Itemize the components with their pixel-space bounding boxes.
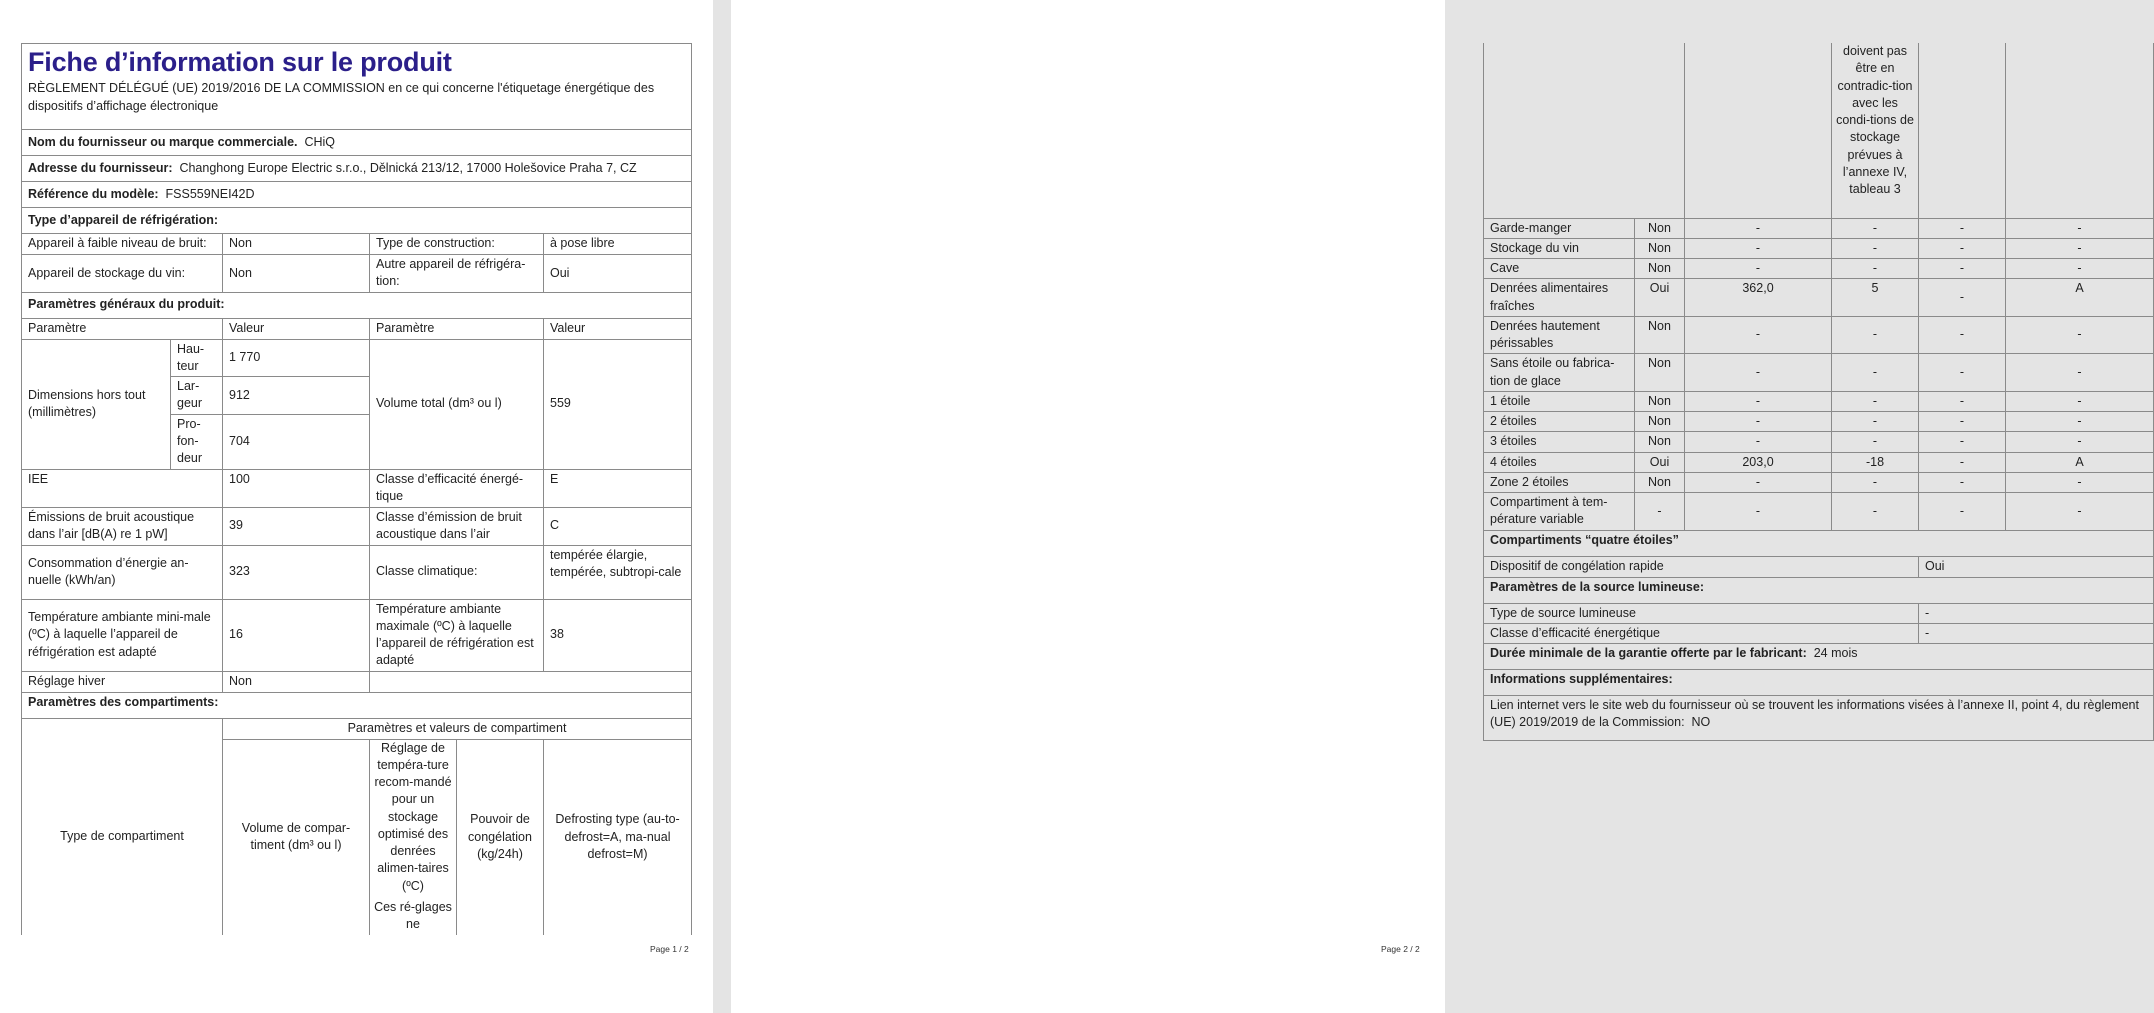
- model-label: Référence du modèle:: [28, 186, 159, 201]
- continued-empty-4: [2006, 43, 2154, 218]
- comp-temp-note: Ces ré-glages ne: [374, 899, 452, 931]
- type-header: Type d’appareil de réfrigération:: [22, 208, 692, 234]
- depth-value: 704: [223, 414, 370, 469]
- compartment-present: Non: [1635, 354, 1685, 392]
- quick-freeze-value: Oui: [1919, 556, 2154, 577]
- compartment-row: [1484, 452, 2154, 472]
- winter-value: Non: [223, 671, 370, 692]
- comp-volume-label: Volume de compar-timent (dm³ ou l): [223, 739, 370, 935]
- compartment-temp: -: [1832, 238, 1919, 258]
- noise-class-label: Classe d’émission de bruit acoustique dans l’air: [370, 507, 544, 545]
- compartment-row: [1484, 238, 2154, 258]
- eff-class-value: E: [544, 469, 692, 507]
- compartment-type: Garde-manger: [1484, 218, 1635, 238]
- compartment-volume: -: [1685, 316, 1832, 354]
- other-value: Oui: [544, 255, 692, 293]
- winter-empty: [370, 671, 692, 692]
- page-number: Page 1 / 2: [650, 944, 689, 954]
- width-value: 912: [223, 377, 370, 415]
- compartment-defrost: -: [2006, 412, 2154, 432]
- compartment-type: Compartiment à tem-pérature variable: [1484, 493, 1635, 531]
- compartment-volume: -: [1685, 493, 1832, 531]
- width-label: Lar-geur: [171, 377, 223, 415]
- noise-value: 39: [223, 507, 370, 545]
- compartment-row: [1484, 354, 2154, 392]
- compartment-defrost: -: [2006, 259, 2154, 279]
- eff-class-label: Classe d’efficacité énergé-tique: [370, 469, 544, 507]
- compartment-volume: -: [1685, 391, 1832, 411]
- compartment-rows: [1484, 218, 2154, 530]
- compartment-type: Zone 2 étoiles: [1484, 472, 1635, 492]
- other-label: Autre appareil de réfrigéra-tion:: [370, 255, 544, 293]
- compartment-present: Non: [1635, 259, 1685, 279]
- compartment-temp: -: [1832, 412, 1919, 432]
- col-value-2: Valeur: [544, 318, 692, 339]
- tmax-label: Température ambiante maximale (ºC) à laquelle l’appareil de réfrigération est adapté: [370, 599, 544, 671]
- supplier-row: [22, 130, 692, 156]
- construction-value: à pose libre: [544, 234, 692, 255]
- compartment-type: 1 étoile: [1484, 391, 1635, 411]
- compartment-present: -: [1635, 493, 1685, 531]
- compartment-freeze: -: [1919, 472, 2006, 492]
- light-type-value: -: [1919, 603, 2154, 623]
- compartment-volume: -: [1685, 259, 1832, 279]
- compartment-type: Stockage du vin: [1484, 238, 1635, 258]
- compartment-freeze: -: [1919, 238, 2006, 258]
- climate-value: tempérée élargie, tempérée, subtropi-cale: [544, 545, 692, 599]
- link-row: [1484, 696, 2154, 741]
- compartment-volume: -: [1685, 472, 1832, 492]
- compartment-row: [1484, 391, 2154, 411]
- iee-value: 100: [223, 469, 370, 507]
- compartment-temp: 5: [1832, 279, 1919, 317]
- compartment-type: 2 étoiles: [1484, 412, 1635, 432]
- continued-empty-1: [1484, 43, 1685, 218]
- consumption-value: 323: [223, 545, 370, 599]
- compartment-present: Non: [1635, 412, 1685, 432]
- compartment-present: Non: [1635, 391, 1685, 411]
- compartment-type: Denrées hautement périssables: [1484, 316, 1635, 354]
- link-text: Lien internet vers le site web du fournisseur où se trouvent les informations visées à l’annexe II, point 4, du règlement (UE) 2019/2019 de la Commission:: [1490, 698, 2139, 730]
- low-noise-value: Non: [223, 234, 370, 255]
- volume-label: Volume total (dm³ ou l): [370, 339, 544, 469]
- compartment-temp: -: [1832, 316, 1919, 354]
- comp-temp-cell: [370, 739, 457, 935]
- comp-params-header: Paramètres et valeurs de compartiment: [223, 718, 692, 739]
- compartment-temp: -: [1832, 432, 1919, 452]
- warranty-value: 24 mois: [1813, 646, 1858, 660]
- page-number-2: Page 2 / 2: [1381, 944, 1420, 954]
- wine-label: Appareil de stockage du vin:: [22, 255, 223, 293]
- compartment-volume: -: [1685, 432, 1832, 452]
- compartment-freeze: -: [1919, 493, 2006, 531]
- compartment-row: [1484, 493, 2154, 531]
- compartment-temp: -: [1832, 259, 1919, 279]
- low-noise-label: Appareil à faible niveau de bruit:: [22, 234, 223, 255]
- compartment-type: Denrées alimentaires fraîches: [1484, 279, 1635, 317]
- compartment-type: Sans étoile ou fabrica-tion de glace: [1484, 354, 1635, 392]
- compartment-temp: -: [1832, 472, 1919, 492]
- page-2: [731, 0, 2139, 1013]
- comp-type-spacer: [22, 718, 223, 739]
- compartment-type: 3 étoiles: [1484, 432, 1635, 452]
- wine-value: Non: [223, 255, 370, 293]
- comp-temp-label: Réglage de tempéra-ture recom-mandé pour un stockage optimisé des denrées alimen-taires (ºC): [374, 740, 452, 893]
- winter-label: Réglage hiver: [22, 671, 223, 692]
- compartment-type: 4 étoiles: [1484, 452, 1635, 472]
- compartment-volume: -: [1685, 238, 1832, 258]
- height-label: Hau-teur: [171, 339, 223, 377]
- compartment-freeze: -: [1919, 452, 2006, 472]
- compartments-table: [1483, 43, 2154, 741]
- supplier-value: CHiQ: [304, 134, 336, 149]
- compartment-freeze: -: [1919, 354, 2006, 392]
- compartment-type: Cave: [1484, 259, 1635, 279]
- col-param: Paramètre: [22, 318, 223, 339]
- compartment-volume: -: [1685, 354, 1832, 392]
- additional-header: Informations supplémentaires:: [1484, 670, 2154, 696]
- compartment-defrost: -: [2006, 432, 2154, 452]
- col-value: Valeur: [223, 318, 370, 339]
- compartment-temp: -18: [1832, 452, 1919, 472]
- compartment-temp: -: [1832, 218, 1919, 238]
- compartment-freeze: -: [1919, 259, 2006, 279]
- iee-label: IEE: [22, 469, 223, 507]
- compartment-defrost: -: [2006, 354, 2154, 392]
- page-1: [0, 0, 713, 1013]
- compartment-freeze: -: [1919, 432, 2006, 452]
- climate-label: Classe climatique:: [370, 545, 544, 599]
- construction-label: Type de construction:: [370, 234, 544, 255]
- compartment-row: [1484, 412, 2154, 432]
- compartment-present: Non: [1635, 218, 1685, 238]
- tmin-value: 16: [223, 599, 370, 671]
- compartment-freeze: -: [1919, 391, 2006, 411]
- light-type-label: Type de source lumineuse: [1484, 603, 1919, 623]
- compartment-row: [1484, 259, 2154, 279]
- compartment-row: [1484, 432, 2154, 452]
- compartment-defrost: A: [2006, 452, 2154, 472]
- comp-freeze-label: Pouvoir de congélation (kg/24h): [457, 739, 544, 935]
- continued-empty-2: [1685, 43, 1832, 218]
- continued-empty-3: [1919, 43, 2006, 218]
- light-class-value: -: [1919, 623, 2154, 643]
- compartment-volume: 362,0: [1685, 279, 1832, 317]
- noise-class-value: C: [544, 507, 692, 545]
- compartment-defrost: -: [2006, 316, 2154, 354]
- col-param-2: Paramètre: [370, 318, 544, 339]
- title-cell: [22, 44, 692, 130]
- model-row: [22, 182, 692, 208]
- volume-value: 559: [544, 339, 692, 469]
- compartment-defrost: -: [2006, 493, 2154, 531]
- compartment-row: [1484, 279, 2154, 317]
- compartment-volume: -: [1685, 218, 1832, 238]
- warranty-row: [1484, 644, 2154, 670]
- four-star-header: Compartiments “quatre étoiles”: [1484, 530, 2154, 556]
- compartment-present: Non: [1635, 432, 1685, 452]
- compartment-freeze: -: [1919, 316, 2006, 354]
- dims-label: Dimensions hors tout (millimètres): [22, 339, 171, 469]
- compartment-row: [1484, 472, 2154, 492]
- page-title: Fiche d’information sur le produit: [28, 47, 452, 77]
- compartment-volume: -: [1685, 412, 1832, 432]
- tmax-value: 38: [544, 599, 692, 671]
- light-header: Paramètres de la source lumineuse:: [1484, 577, 2154, 603]
- link-value: NO: [1691, 715, 1711, 730]
- compartment-defrost: -: [2006, 391, 2154, 411]
- general-header: Paramètres généraux du produit:: [22, 292, 692, 318]
- compartment-present: Oui: [1635, 452, 1685, 472]
- compartment-temp: -: [1832, 354, 1919, 392]
- noise-label: Émissions de bruit acoustique dans l’air [dB(A) re 1 pW]: [22, 507, 223, 545]
- address-row: [22, 156, 692, 182]
- depth-label: Pro-fon-deur: [171, 414, 223, 469]
- consumption-label: Consommation d’énergie an-nuelle (kWh/an): [22, 545, 223, 599]
- compartment-freeze: -: [1919, 412, 2006, 432]
- model-value: FSS559NEI42D: [165, 186, 255, 201]
- quick-freeze-label: Dispositif de congélation rapide: [1484, 556, 1919, 577]
- compartment-defrost: -: [2006, 472, 2154, 492]
- compartment-row: [1484, 218, 2154, 238]
- compartment-freeze: -: [1919, 218, 2006, 238]
- compartment-present: Non: [1635, 316, 1685, 354]
- compartment-present: Non: [1635, 472, 1685, 492]
- product-info-table: [21, 43, 692, 935]
- compartments-header: Paramètres des compartiments:: [22, 692, 692, 718]
- address-label: Adresse du fournisseur:: [28, 160, 173, 175]
- address-value: Changhong Europe Electric s.r.o., Dělnická 213/12, 17000 Holešovice Praha 7, CZ: [179, 160, 637, 175]
- compartment-present: Non: [1635, 238, 1685, 258]
- compartment-temp: -: [1832, 493, 1919, 531]
- compartment-defrost: -: [2006, 218, 2154, 238]
- compartment-temp: -: [1832, 391, 1919, 411]
- height-value: 1 770: [223, 339, 370, 377]
- compartment-volume: 203,0: [1685, 452, 1832, 472]
- continued-note: doivent pas être en contradic-tion avec les condi-tions de stockage prévues à l’annexe IV, tableau 3: [1832, 43, 1919, 218]
- warranty-label: Durée minimale de la garantie offerte par le fabricant:: [1490, 646, 1807, 660]
- light-class-label: Classe d’efficacité énergétique: [1484, 623, 1919, 643]
- compartment-present: Oui: [1635, 279, 1685, 317]
- compartment-freeze: -: [1919, 279, 2006, 317]
- comp-type-label: Type de compartiment: [22, 739, 223, 935]
- tmin-label: Température ambiante mini-male (ºC) à laquelle l’appareil de réfrigération est adapté: [22, 599, 223, 671]
- comp-defrost-label: Defrosting type (au-to-defrost=A, ma-nual defrost=M): [544, 739, 692, 935]
- regulation-text: RÈGLEMENT DÉLÉGUÉ (UE) 2019/2016 DE LA COMMISSION en ce qui concerne l'étiquetage énergétique des dispositifs d’affichage électronique: [28, 81, 655, 113]
- supplier-label: Nom du fournisseur ou marque commerciale.: [28, 134, 298, 149]
- compartment-row: [1484, 316, 2154, 354]
- compartment-defrost: A: [2006, 279, 2154, 317]
- compartment-defrost: -: [2006, 238, 2154, 258]
